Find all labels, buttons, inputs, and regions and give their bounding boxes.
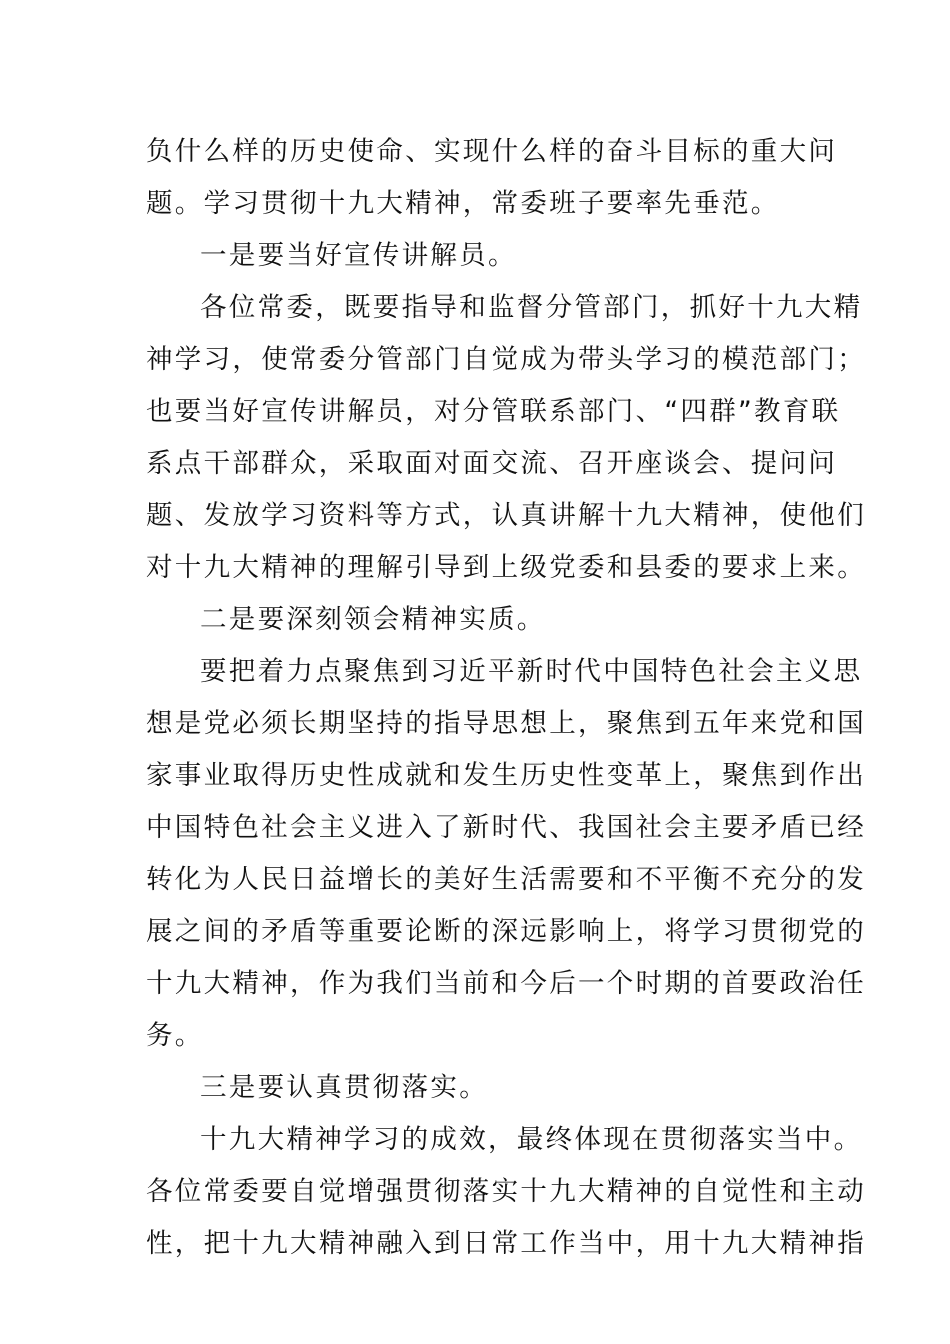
text-line: 各位常委要自觉增强贯彻落实十九大精神的自觉性和主动 xyxy=(146,1176,866,1207)
text-line: 题、发放学习资料等方式，认真讲解十九大精神，使他们 xyxy=(146,500,866,531)
text-line: 十九大精神，作为我们当前和今后一个时期的首要政治任 xyxy=(146,968,866,999)
text-line: 想是党必须长期坚持的指导思想上，聚焦到五年来党和国 xyxy=(146,708,866,739)
text-line: 也要当好宣传讲解员，对分管联系部门、“四群”教育联 xyxy=(146,396,841,427)
text-line: 务。 xyxy=(146,1020,204,1051)
text-line: 要把着力点聚焦到习近平新时代中国特色社会主义思 xyxy=(200,656,863,687)
text-line: 转化为人民日益增长的美好生活需要和不平衡不充分的发 xyxy=(146,864,866,895)
section-heading: 三是要认真贯彻落实。 xyxy=(200,1072,488,1103)
text-line: 十九大精神学习的成效，最终体现在贯彻落实当中。 xyxy=(200,1124,863,1155)
text-line: 各位常委，既要指导和监督分管部门，抓好十九大精 xyxy=(200,292,863,323)
section-heading: 二是要深刻领会精神实质。 xyxy=(200,604,546,635)
text-line: 负什么样的历史使命、实现什么样的奋斗目标的重大问 xyxy=(146,136,838,167)
text-line: 题。学习贯彻十九大精神，常委班子要率先垂范。 xyxy=(146,188,780,219)
text-line: 家事业取得历史性成就和发生历史性变革上，聚焦到作出 xyxy=(146,760,866,791)
text-line: 性，把十九大精神融入到日常工作当中，用十九大精神指 xyxy=(146,1228,866,1259)
text-line: 神学习，使常委分管部门自觉成为带头学习的模范部门； xyxy=(146,344,866,375)
text-line: 系点干部群众，采取面对面交流、召开座谈会、提问问 xyxy=(146,448,838,479)
text-line: 对十九大精神的理解引导到上级党委和县委的要求上来。 xyxy=(146,552,866,583)
text-line: 中国特色社会主义进入了新时代、我国社会主要矛盾已经 xyxy=(146,812,866,843)
section-heading: 一是要当好宣传讲解员。 xyxy=(200,240,517,271)
text-line: 展之间的矛盾等重要论断的深远影响上，将学习贯彻党的 xyxy=(146,916,866,947)
